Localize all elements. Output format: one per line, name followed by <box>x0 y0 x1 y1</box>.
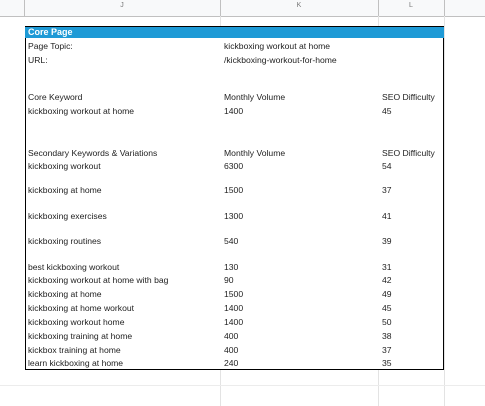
column-header-bar <box>0 0 485 17</box>
seo-difficulty-header[interactable]: SEO Difficulty <box>382 148 435 158</box>
column-header-k[interactable]: K <box>296 2 302 9</box>
volume-cell[interactable]: 6300 <box>224 161 244 171</box>
core-keyword-header[interactable]: Core Keyword <box>28 92 83 102</box>
difficulty-cell[interactable]: 50 <box>382 317 392 327</box>
page-topic-value[interactable]: kickboxing workout at home <box>224 41 331 51</box>
difficulty-cell[interactable]: 49 <box>382 289 392 299</box>
column-header-l[interactable]: L <box>409 2 413 9</box>
keyword-cell[interactable]: best kickboxing workout <box>28 262 120 272</box>
difficulty-cell[interactable]: 41 <box>382 211 392 221</box>
page-topic-label[interactable]: Page Topic: <box>28 41 73 51</box>
volume-cell[interactable]: 90 <box>224 275 234 285</box>
keyword-cell[interactable]: kickboxing at home <box>28 185 102 195</box>
monthly-volume-header[interactable]: Monthly Volume <box>224 92 286 102</box>
grid-line <box>0 385 485 386</box>
seo-difficulty-header[interactable]: SEO Difficulty <box>382 92 435 102</box>
url-label[interactable]: URL: <box>28 55 48 65</box>
core-volume-cell[interactable]: 1400 <box>224 106 244 116</box>
volume-cell[interactable]: 1300 <box>224 211 244 221</box>
secondary-keywords-header[interactable]: Secondary Keywords & Variations <box>28 148 158 158</box>
volume-cell[interactable]: 400 <box>224 345 239 355</box>
keyword-cell[interactable]: kickbox training at home <box>28 345 121 355</box>
core-page-header: Core Page <box>28 27 73 37</box>
difficulty-cell[interactable]: 39 <box>382 236 392 246</box>
keyword-cell[interactable]: kickboxing workout home <box>28 317 125 327</box>
volume-cell[interactable]: 1400 <box>224 317 244 327</box>
keyword-cell[interactable]: kickboxing exercises <box>28 211 107 221</box>
volume-cell[interactable]: 540 <box>224 236 239 246</box>
difficulty-cell[interactable]: 31 <box>382 262 392 272</box>
keyword-cell[interactable]: kickboxing workout <box>28 161 101 171</box>
difficulty-cell[interactable]: 38 <box>382 331 392 341</box>
difficulty-cell[interactable]: 37 <box>382 185 392 195</box>
volume-cell[interactable]: 130 <box>224 262 239 272</box>
keyword-cell[interactable]: kickboxing workout at home with bag <box>28 275 169 285</box>
keyword-cell[interactable]: kickboxing training at home <box>28 331 133 341</box>
core-page-header-band[interactable] <box>25 27 444 38</box>
difficulty-cell[interactable]: 37 <box>382 345 392 355</box>
core-keyword-cell[interactable]: kickboxing workout at home <box>28 106 135 116</box>
column-separator[interactable] <box>444 0 445 16</box>
keyword-cell[interactable]: kickboxing at home workout <box>28 303 135 313</box>
volume-cell[interactable]: 240 <box>224 358 239 368</box>
core-difficulty-cell[interactable]: 45 <box>382 106 392 116</box>
difficulty-cell[interactable]: 54 <box>382 161 392 171</box>
volume-cell[interactable]: 1500 <box>224 185 244 195</box>
volume-cell[interactable]: 400 <box>224 331 239 341</box>
keyword-cell[interactable]: learn kickboxing at home <box>28 358 124 368</box>
column-header-j[interactable]: J <box>120 2 124 9</box>
url-value[interactable]: /kickboxing-workout-for-home <box>224 55 337 65</box>
keyword-cell[interactable]: kickboxing at home <box>28 289 102 299</box>
difficulty-cell[interactable]: 42 <box>382 275 392 285</box>
difficulty-cell[interactable]: 35 <box>382 358 392 368</box>
grid-line <box>444 16 445 406</box>
monthly-volume-header[interactable]: Monthly Volume <box>224 148 286 158</box>
volume-cell[interactable]: 1500 <box>224 289 244 299</box>
keyword-cell[interactable]: kickboxing routines <box>28 236 102 246</box>
volume-cell[interactable]: 1400 <box>224 303 244 313</box>
difficulty-cell[interactable]: 45 <box>382 303 392 313</box>
